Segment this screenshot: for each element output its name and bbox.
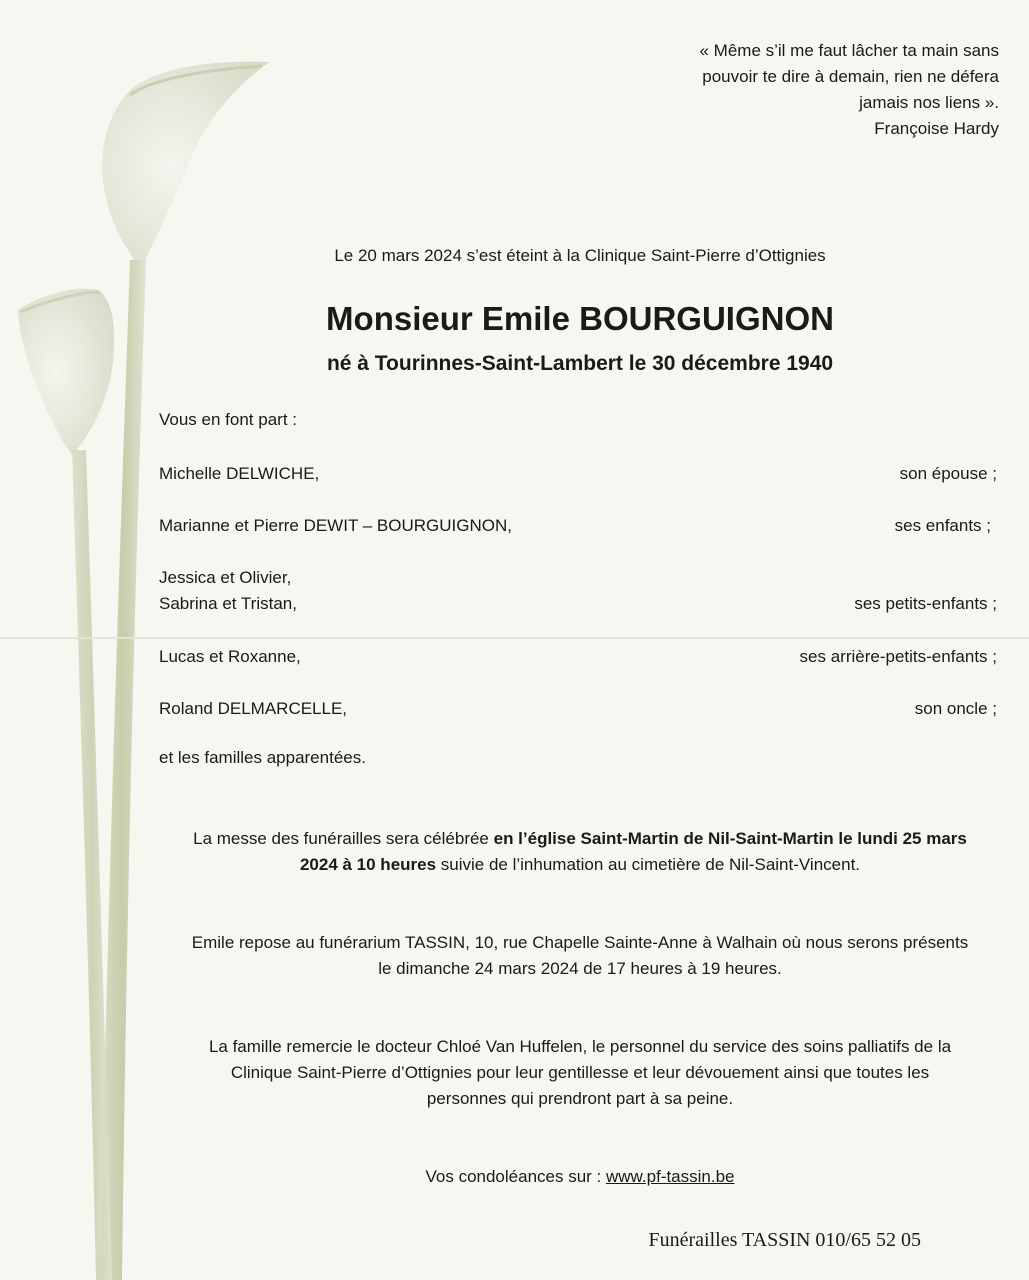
condolences-link[interactable]: www.pf-tassin.be xyxy=(606,1167,735,1186)
family-relation: son oncle ; xyxy=(914,699,997,718)
condolences xyxy=(160,1164,1000,1190)
family-relation: son épouse ; xyxy=(899,464,997,483)
thanks-line: Clinique Saint-Pierre d’Ottignies pour leur gentillesse et leur dévouement ainsi que toutes les xyxy=(230,1063,930,1082)
visitation-line: Emile repose au funérarium TASSIN, 10, rue Chapelle Sainte-Anne à Walhain où nous serons présents xyxy=(191,933,969,952)
funeral-details xyxy=(160,826,1000,878)
visitation-line: le dimanche 24 mars 2024 de 17 heures à 19 heures. xyxy=(378,959,782,978)
family-row-spouse xyxy=(159,461,997,487)
funeral-time: 2024 à 10 heures xyxy=(299,855,437,874)
family-names: Sabrina et Tristan, xyxy=(159,594,297,613)
family-row-great-grandchildren xyxy=(159,644,997,670)
thanks-line: personnes qui prendront part à sa peine. xyxy=(426,1089,734,1108)
funeral-text: La messe des funérailles sera célébrée xyxy=(193,829,494,848)
family-relation: ses petits-enfants ; xyxy=(854,594,997,613)
family-row-uncle xyxy=(159,696,997,722)
death-notice-intro: Le 20 mars 2024 s’est éteint à la Clinique Saint-Pierre d’Ottignies xyxy=(334,246,826,265)
funeral-home-contact: Funérailles TASSIN 010/65 52 05 xyxy=(648,1229,921,1251)
family-row-grandchildren xyxy=(159,565,997,617)
thanks-paragraph xyxy=(160,1034,1000,1112)
quote-line: « Même s’il me faut lâcher ta main sans xyxy=(699,41,999,60)
quote-line: jamais nos liens ». xyxy=(859,93,999,112)
deceased-birth: né à Tourinnes-Saint-Lambert le 30 décembre 1940 xyxy=(326,352,834,375)
family-names: Roland DELMARCELLE, xyxy=(159,699,348,718)
family-names: Jessica et Olivier, xyxy=(159,568,292,587)
family-names: Marianne et Pierre DEWIT – BOURGUIGNON, xyxy=(159,516,512,535)
card-fold-line xyxy=(0,637,1029,639)
quote-author: Françoise Hardy xyxy=(874,119,999,138)
family-row-children xyxy=(159,513,997,539)
quote-block xyxy=(559,38,999,142)
quote-line: pouvoir te dire à demain, rien ne défera xyxy=(702,67,999,86)
funeral-location-date: en l’église Saint-Martin de Nil-Saint-Martin le lundi 25 mars xyxy=(493,829,967,848)
funeral-burial: suivie de l’inhumation au cimetière de Nil-Saint-Vincent. xyxy=(436,855,861,874)
family-relation: ses arrière-petits-enfants ; xyxy=(799,647,997,666)
family-names: Michelle DELWICHE, xyxy=(159,464,320,483)
thanks-line: La famille remercie le docteur Chloé Van Huffelen, le personnel du service des soins palliatifs de la xyxy=(208,1037,952,1056)
announcement-label: Vous en font part : xyxy=(159,410,297,429)
visitation-details xyxy=(160,930,1000,982)
family-names: Lucas et Roxanne, xyxy=(159,647,301,666)
deceased-name: Monsieur Emile BOURGUIGNON xyxy=(326,300,834,337)
family-relation: ses enfants ; xyxy=(894,516,991,535)
extended-family: et les familles apparentées. xyxy=(159,748,366,767)
condolences-label: Vos condoléances sur : xyxy=(425,1167,606,1186)
